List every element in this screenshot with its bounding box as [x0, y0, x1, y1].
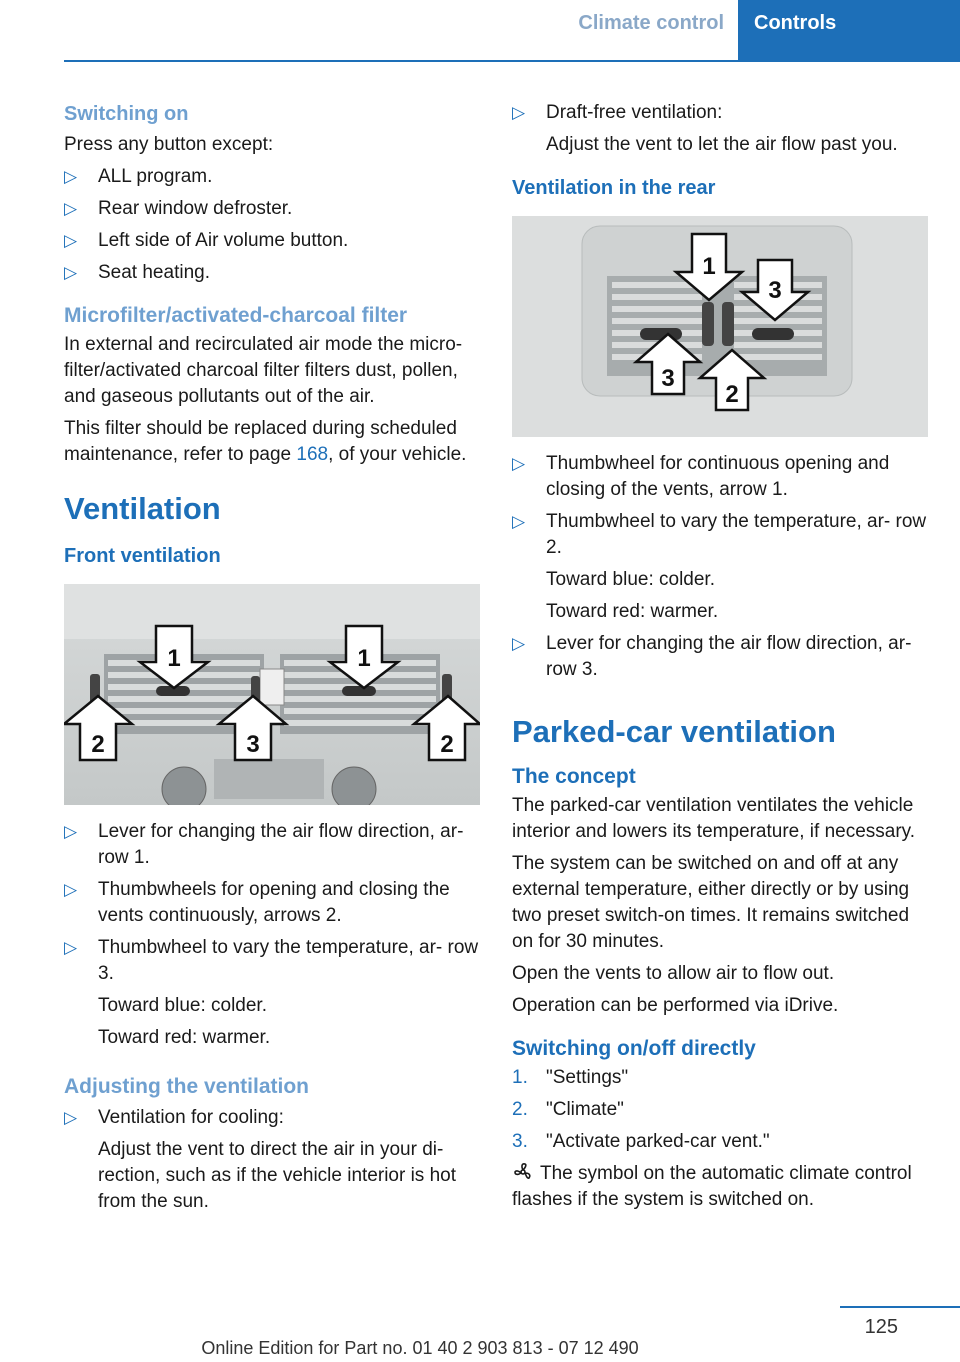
list-item: ▷ Thumbwheel to vary the temperature, ar‐ row 2. Toward blue: colder. Toward red: warmer. [512, 511, 927, 622]
triangle-bullet-icon: ▷ [64, 1108, 78, 1127]
triangle-bullet-icon: ▷ [64, 938, 78, 957]
microfilter-paragraph-2: This filter should be replaced during scheduled maintenance, refer to page 168, of your vehicle. [64, 418, 467, 465]
symbol-note: The symbol on the automatic climate control flashes if the system is switched on. [512, 1163, 912, 1210]
triangle-bullet-icon: ▷ [64, 231, 78, 250]
list-item: ▷ Thumbwheel to vary the temperature, ar‐ row 3. Toward blue: colder. Toward red: warmer. [64, 937, 479, 1048]
figure-label: 3 [768, 277, 782, 304]
microfilter-heading: Microfilter/activated-charcoal filter [64, 304, 408, 327]
edition-note: Online Edition for Part no. 01 40 2 903 813 - 07 12 490 [201, 1338, 639, 1358]
figure-label: 2 [91, 731, 105, 758]
triangle-bullet-icon: ▷ [64, 822, 78, 841]
figure-label: 1 [702, 253, 716, 280]
right-column [512, 100, 928, 1219]
list-item: 1. "Settings" [512, 1065, 928, 1091]
list-item: 2. "Climate" [512, 1097, 928, 1123]
adjusting-ventilation-heading: Adjusting the ventilation [64, 1075, 309, 1098]
front-ventilation-list [64, 819, 480, 1051]
triangle-bullet-icon: ▷ [64, 199, 78, 218]
triangle-bullet-icon: ▷ [512, 512, 526, 531]
page-reference-link[interactable]: 168 [296, 444, 329, 465]
switching-on-list [64, 164, 480, 286]
list-item: ▷ Lever for changing the air flow direction, ar‐ row 3. [512, 633, 912, 680]
footer-rule [840, 1306, 960, 1308]
switching-on-intro: Press any button except: [64, 134, 274, 155]
list-item: ▷ Draft-free ventilation: Adjust the vent to let the air flow past you. [512, 102, 898, 155]
figure-label: 1 [167, 645, 181, 672]
front-ventilation-figure [64, 584, 480, 805]
fan-icon [512, 1162, 534, 1182]
draft-free-list [512, 100, 928, 158]
figure-label: 1 [357, 645, 371, 672]
chapter-tab[interactable]: Controls [738, 0, 960, 62]
front-ventilation-heading: Front ventilation [64, 545, 221, 567]
page-header [0, 0, 960, 62]
figure-label: 3 [246, 731, 260, 758]
figure-label: 2 [725, 381, 739, 408]
step-number: 3. [512, 1131, 528, 1152]
adjusting-ventilation-list [64, 1105, 480, 1215]
rear-ventilation-heading: Ventilation in the rear [512, 177, 716, 199]
list-item: ▷ ALL program. [64, 164, 480, 190]
switching-directly-heading: Switching on/off directly [512, 1037, 756, 1060]
list-item: ▷ Thumbwheel for continuous opening and closing of the vents, arrow 1. [512, 453, 890, 500]
page-number: 125 [864, 1316, 898, 1338]
triangle-bullet-icon: ▷ [512, 634, 526, 653]
rear-ventilation-list [512, 451, 928, 683]
step-number: 1. [512, 1067, 528, 1088]
list-item: ▷ Ventilation for cooling: Adjust the vent to direct the air in your di‐ rection, such as if the vehicle interior is hot from the sun. [64, 1107, 457, 1212]
figure-label: 3 [661, 365, 675, 392]
step-number: 2. [512, 1099, 528, 1120]
list-item: ▷ Left side of Air volume button. [64, 228, 480, 254]
left-column [64, 100, 480, 1221]
figure-label: 2 [440, 731, 454, 758]
triangle-bullet-icon: ▷ [512, 103, 526, 122]
list-item: ▷ Seat heating. [64, 260, 480, 286]
concept-paragraph-2: The system can be switched on and off at any external temperature, either directly or by using two preset switch-on times. It remains switched on for 30 minutes. [512, 853, 910, 952]
list-item: 3. "Activate parked-car vent." [512, 1129, 928, 1155]
header-rule [64, 60, 960, 62]
microfilter-paragraph-1: In external and recirculated air mode the micro‐filter/activated charcoal filter filters dust, pollen, and gaseous pollutants out of the air. [64, 334, 463, 407]
front-vent-illustration [64, 584, 480, 805]
ventilation-heading: Ventilation [64, 491, 221, 526]
list-item: ▷ Rear window defroster. [64, 196, 480, 222]
rear-vent-illustration [512, 216, 928, 437]
triangle-bullet-icon: ▷ [512, 454, 526, 473]
triangle-bullet-icon: ▷ [64, 263, 78, 282]
parked-car-ventilation-heading: Parked-car ventilation [512, 714, 836, 749]
triangle-bullet-icon: ▷ [64, 880, 78, 899]
rear-ventilation-figure [512, 216, 928, 437]
concept-paragraph-3: Open the vents to allow air to flow out. [512, 963, 835, 984]
concept-paragraph-1: The parked-car ventilation ventilates the vehicle interior and lowers its temperature, if necessary. [512, 795, 916, 842]
list-item: ▷ Thumbwheels for opening and closing the vents continuously, arrows 2. [64, 879, 450, 926]
concept-paragraph-4: Operation can be performed via iDrive. [512, 995, 839, 1016]
switching-steps-list [512, 1065, 928, 1155]
triangle-bullet-icon: ▷ [64, 167, 78, 186]
concept-heading: The concept [512, 765, 636, 788]
switching-on-heading: Switching on [64, 103, 189, 125]
section-tab[interactable]: Climate control [578, 12, 724, 34]
list-item: ▷ Lever for changing the air flow direction, ar‐ row 1. [64, 821, 464, 868]
